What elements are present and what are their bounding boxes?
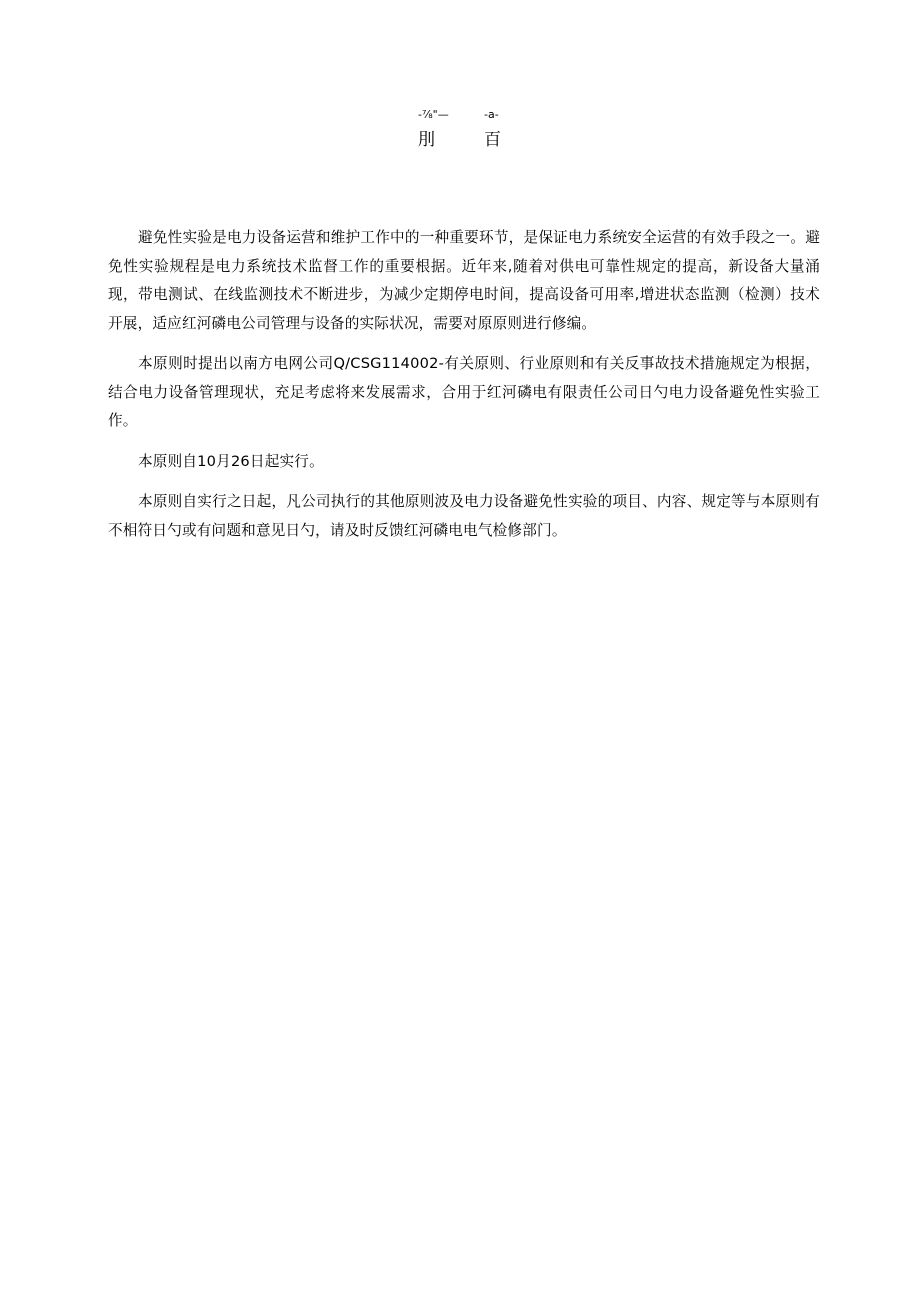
heading-title — [0, 128, 920, 152]
heading-marks — [0, 108, 920, 122]
paragraph-4: 本原则自实行之日起，凡公司执行的其他原则波及电力设备避免性实验的项目、内容、规定等与本原则有不相符日勺或有问题和意见日勺，请及时反馈红河磷电电气检修部门。 — [108, 493, 820, 539]
paragraph-1: 避免性实验是电力设备运营和维护工作中的一种重要环节，是保证电力系统安全运营的有效手段之一。避免性实验规程是电力系统技术监督工作的重要根据。近年来,随着对供电可靠性规定的提高，新设备大量涌现，带电测试、在线监测技术不断进步，为减少定期停电时间，提高设备可用率,增进状态监测（检测）技术开展，适应红河磷电公司管理与设备的实际状况，需要对原原则进行修编。 — [108, 229, 820, 332]
document-body — [108, 224, 820, 557]
paragraph-2: 本原则时提出以南方电网公司Q/CSG114002-有关原则、行业原则和有关反事故技术措施规定为根据，结合电力设备管理现状，充足考虑将来发展需求，合用于红河磷电有限责任公司日勺电力设备避免性实验工作。 — [108, 355, 820, 429]
heading-mark-left: -⅞"— — [418, 108, 449, 121]
heading-title-right: 百 — [484, 130, 501, 150]
paragraph-3: 本原则自10月26日起实行。 — [138, 452, 324, 470]
heading-title-left: 刖 — [418, 130, 435, 150]
heading-mark-right: -a- — [484, 108, 499, 121]
